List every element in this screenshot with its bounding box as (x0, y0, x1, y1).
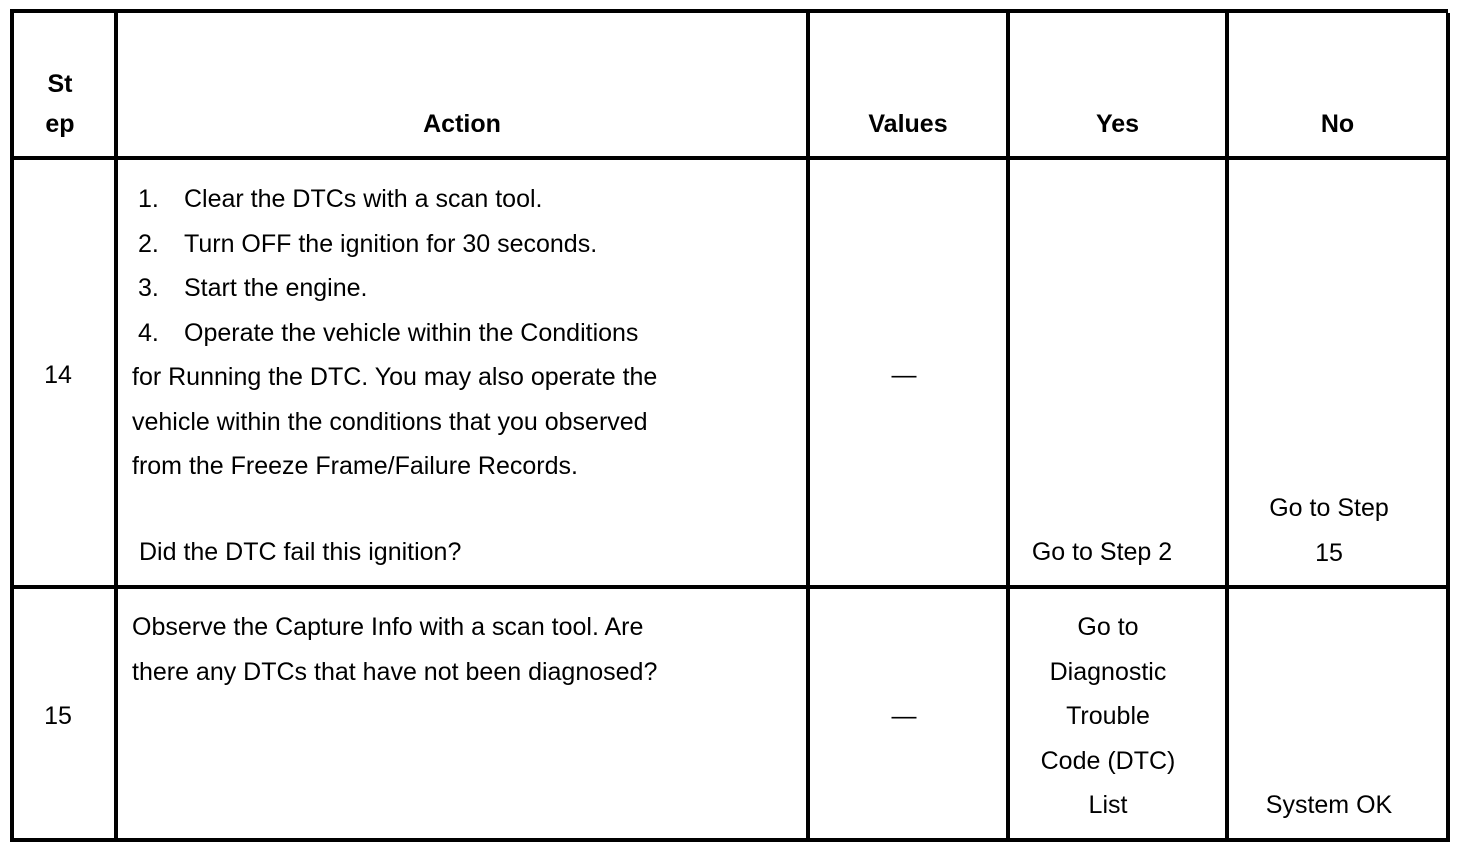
list-number: 4. (138, 318, 159, 347)
action-text-line: vehicle within the conditions that you observed (132, 407, 648, 436)
list-item (132, 266, 802, 311)
row-divider (14, 838, 1448, 842)
yes-cell-line: Code (DTC) (1040, 746, 1176, 775)
list-item (132, 177, 802, 222)
header-values: Values (868, 110, 948, 138)
list-text: Operate the vehicle within the Conditions (184, 318, 639, 347)
header-action: Action (423, 110, 501, 138)
action-cell (132, 605, 802, 694)
action-text-line: for Running the DTC. You may also operate the (132, 363, 658, 391)
action-text-line: from the Freeze Frame/Failure Records. (132, 452, 578, 480)
list-text: Turn OFF the ignition for 30 seconds. (184, 229, 598, 258)
yes-cell (1010, 605, 1206, 828)
yes-cell-line: Trouble (1066, 702, 1150, 730)
row-divider (14, 585, 1448, 589)
action-question: Did the DTC fail this ignition? (139, 538, 462, 566)
yes-cell-line: List (1088, 791, 1128, 819)
list-number: 1. (138, 185, 159, 213)
step-number: 15 (44, 702, 72, 730)
header-step-line: St (47, 70, 73, 98)
no-cell-line: Go to Step (1269, 494, 1389, 522)
header-step (14, 64, 106, 144)
diagnostic-table (10, 9, 1448, 842)
list-number: 2. (138, 229, 159, 258)
yes-cell-line: Diagnostic (1049, 657, 1167, 686)
values-cell: — (891, 702, 917, 730)
no-cell (1229, 486, 1429, 575)
yes-cell: Go to Step 2 (1031, 538, 1173, 566)
step-number: 14 (44, 361, 72, 389)
row-divider (14, 156, 1448, 160)
action-text-line: there any DTCs that have not been diagnosed? (132, 657, 658, 686)
column-divider (1446, 13, 1450, 842)
list-text: Start the engine. (184, 274, 368, 302)
no-cell: System OK (1265, 791, 1393, 819)
no-cell-line: 15 (1315, 538, 1343, 567)
list-text: Clear the DTCs with a scan tool. (184, 185, 543, 213)
values-cell: — (891, 361, 917, 389)
header-step-line: ep (45, 110, 75, 138)
header-no: No (1320, 110, 1355, 138)
list-item (132, 311, 802, 356)
header-yes: Yes (1095, 110, 1140, 138)
action-cell (132, 177, 802, 489)
yes-cell-line: Go to (1077, 613, 1139, 641)
list-number: 3. (138, 274, 159, 302)
action-text-line: Observe the Capture Info with a scan tool. Are (132, 613, 644, 641)
list-item (132, 222, 802, 267)
